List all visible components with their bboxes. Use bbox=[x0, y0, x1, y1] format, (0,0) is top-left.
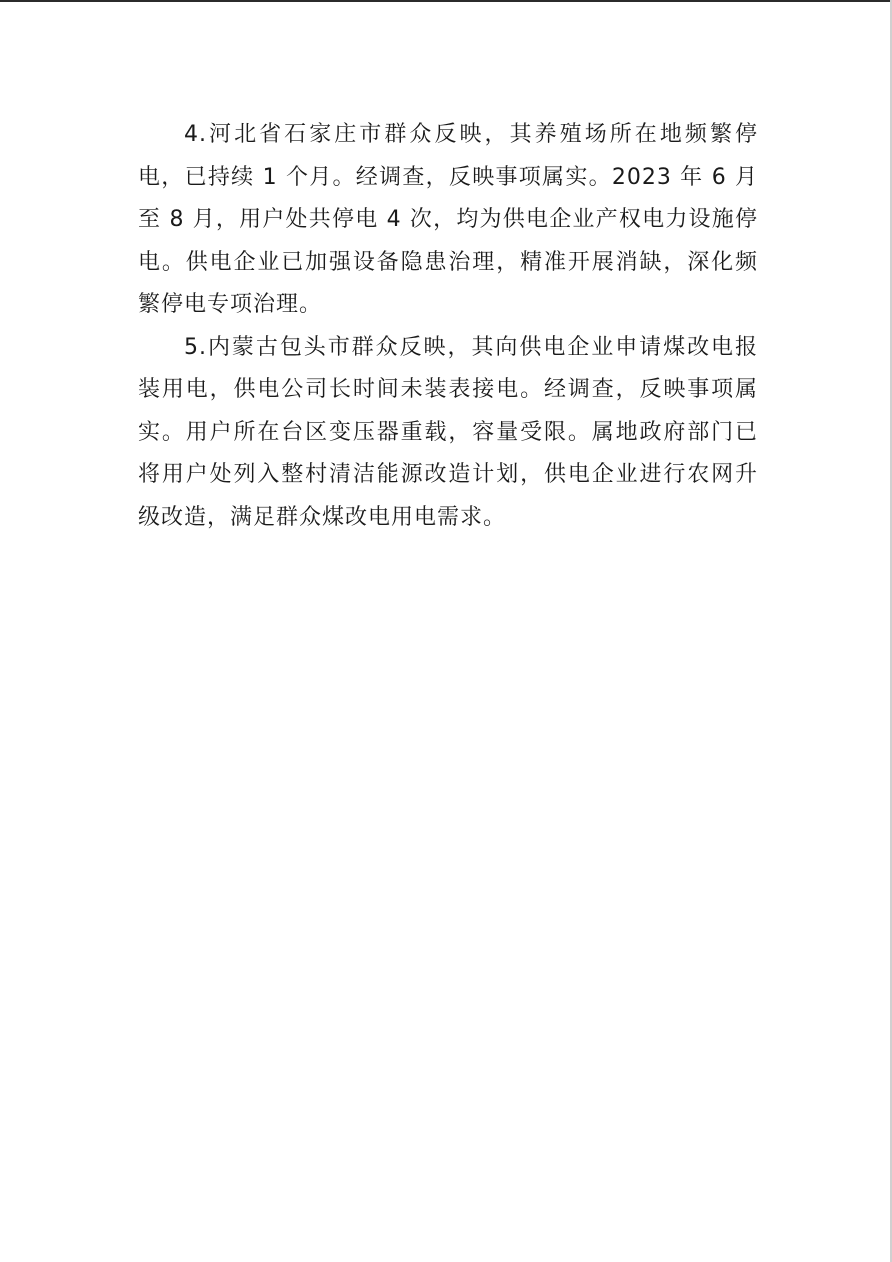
paragraph-item-5: 5.内蒙古包头市群众反映，其向供电企业申请煤改电报装用电，供电公司长时间未装表接电。经调查，反映事项属实。用户所在台区变压器重载，容量受限。属地政府部门已将用户处列入整村清洁能源改造计划，供电企业进行农网升级改造，满足群众煤改电用电需求。 bbox=[138, 334, 758, 530]
page-top-edge bbox=[0, 0, 892, 2]
document-body bbox=[138, 114, 758, 539]
paragraph-item-4: 4.河北省石家庄市群众反映，其养殖场所在地频繁停电，已持续 1 个月。经调查，反映事项属实。2023 年 6 月至 8 月，用户处共停电 4 次，均为供电企业产权电力设施停电。供电企业已加强设备隐患治理，精准开展消缺，深化频繁停电专项治理。 bbox=[138, 122, 758, 317]
